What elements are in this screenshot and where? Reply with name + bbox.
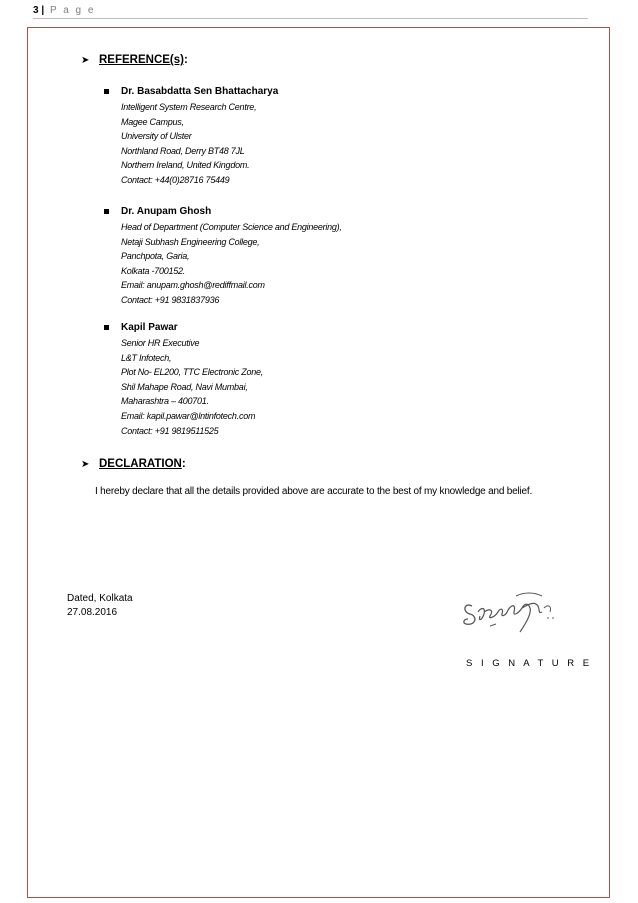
- page-number: 3: [33, 5, 39, 16]
- square-bullet-icon: [104, 325, 109, 330]
- reference-name-text: Dr. Anupam Ghosh: [121, 206, 212, 217]
- reference-name-text: Dr. Basabdatta Sen Bhattacharya: [121, 86, 279, 97]
- declaration-text: I hereby declare that all the details provided above are accurate to the best of my knowledge and belief.: [95, 486, 533, 497]
- page-label: P a g e: [49, 5, 96, 16]
- reference-line: Head of Department (Computer Science and Engineering),: [121, 222, 342, 232]
- reference-line: Maharashtra – 400701.: [121, 396, 209, 407]
- reference-details-1: [121, 100, 256, 188]
- reference-line: Senior HR Executive: [121, 338, 200, 348]
- reference-line: Email: anupam.ghosh@rediffmail.com: [121, 280, 265, 291]
- page-separator: |: [41, 5, 45, 16]
- reference-line: L&T Infotech,: [121, 352, 172, 363]
- reference-line: Email: kapil.pawar@lntinfotech.com: [121, 410, 256, 421]
- reference-line: University of Ulster: [121, 131, 192, 142]
- dated-date: 27.08.2016: [67, 607, 118, 618]
- dated-place: Dated, Kolkata: [67, 593, 133, 604]
- reference-line: Plot No- EL200, TTC Electronic Zone,: [121, 367, 264, 378]
- declaration-heading-colon: :: [181, 458, 186, 470]
- reference-name-1: [121, 86, 278, 97]
- reference-line: Contact: +44(0)28716 75449: [121, 174, 230, 185]
- reference-line: Contact: +91 9819511525: [121, 425, 219, 436]
- handwritten-signature: [460, 586, 570, 642]
- dated-block: [67, 592, 133, 620]
- reference-line: Intelligent System Research Centre,: [121, 102, 257, 112]
- references-heading-text: REFERENCE(s): [99, 54, 184, 66]
- arrow-bullet-icon: ➤: [81, 459, 90, 470]
- reference-name-3: [121, 322, 178, 333]
- reference-line: Shil Mahape Road, Navi Mumbai,: [121, 381, 248, 392]
- references-heading-colon: :: [183, 54, 188, 66]
- reference-line: Panchpota, Garia,: [121, 251, 190, 262]
- square-bullet-icon: [104, 209, 109, 214]
- reference-line: Northern Ireland, United Kingdom.: [121, 160, 250, 171]
- square-bullet-icon: [104, 89, 109, 94]
- reference-line: Kolkata -700152.: [121, 265, 186, 276]
- declaration-heading-text: DECLARATION: [99, 458, 182, 470]
- reference-line: Northland Road, Derry BT48 7JL: [121, 145, 245, 156]
- reference-details-3: [121, 336, 263, 438]
- arrow-bullet-icon: ➤: [81, 55, 90, 66]
- reference-name-2: [121, 206, 211, 217]
- declaration-heading: [81, 458, 186, 470]
- reference-line: Magee Campus,: [121, 116, 184, 127]
- references-heading: [81, 54, 188, 66]
- reference-name-text: Kapil Pawar: [121, 322, 178, 333]
- page-header: [33, 4, 588, 19]
- reference-details-2: [121, 220, 342, 308]
- reference-line: Netaji Subhash Engineering College,: [121, 236, 260, 247]
- signature-label: S I G N A T U R E: [466, 658, 593, 669]
- reference-line: Contact: +91 9831837936: [121, 294, 220, 305]
